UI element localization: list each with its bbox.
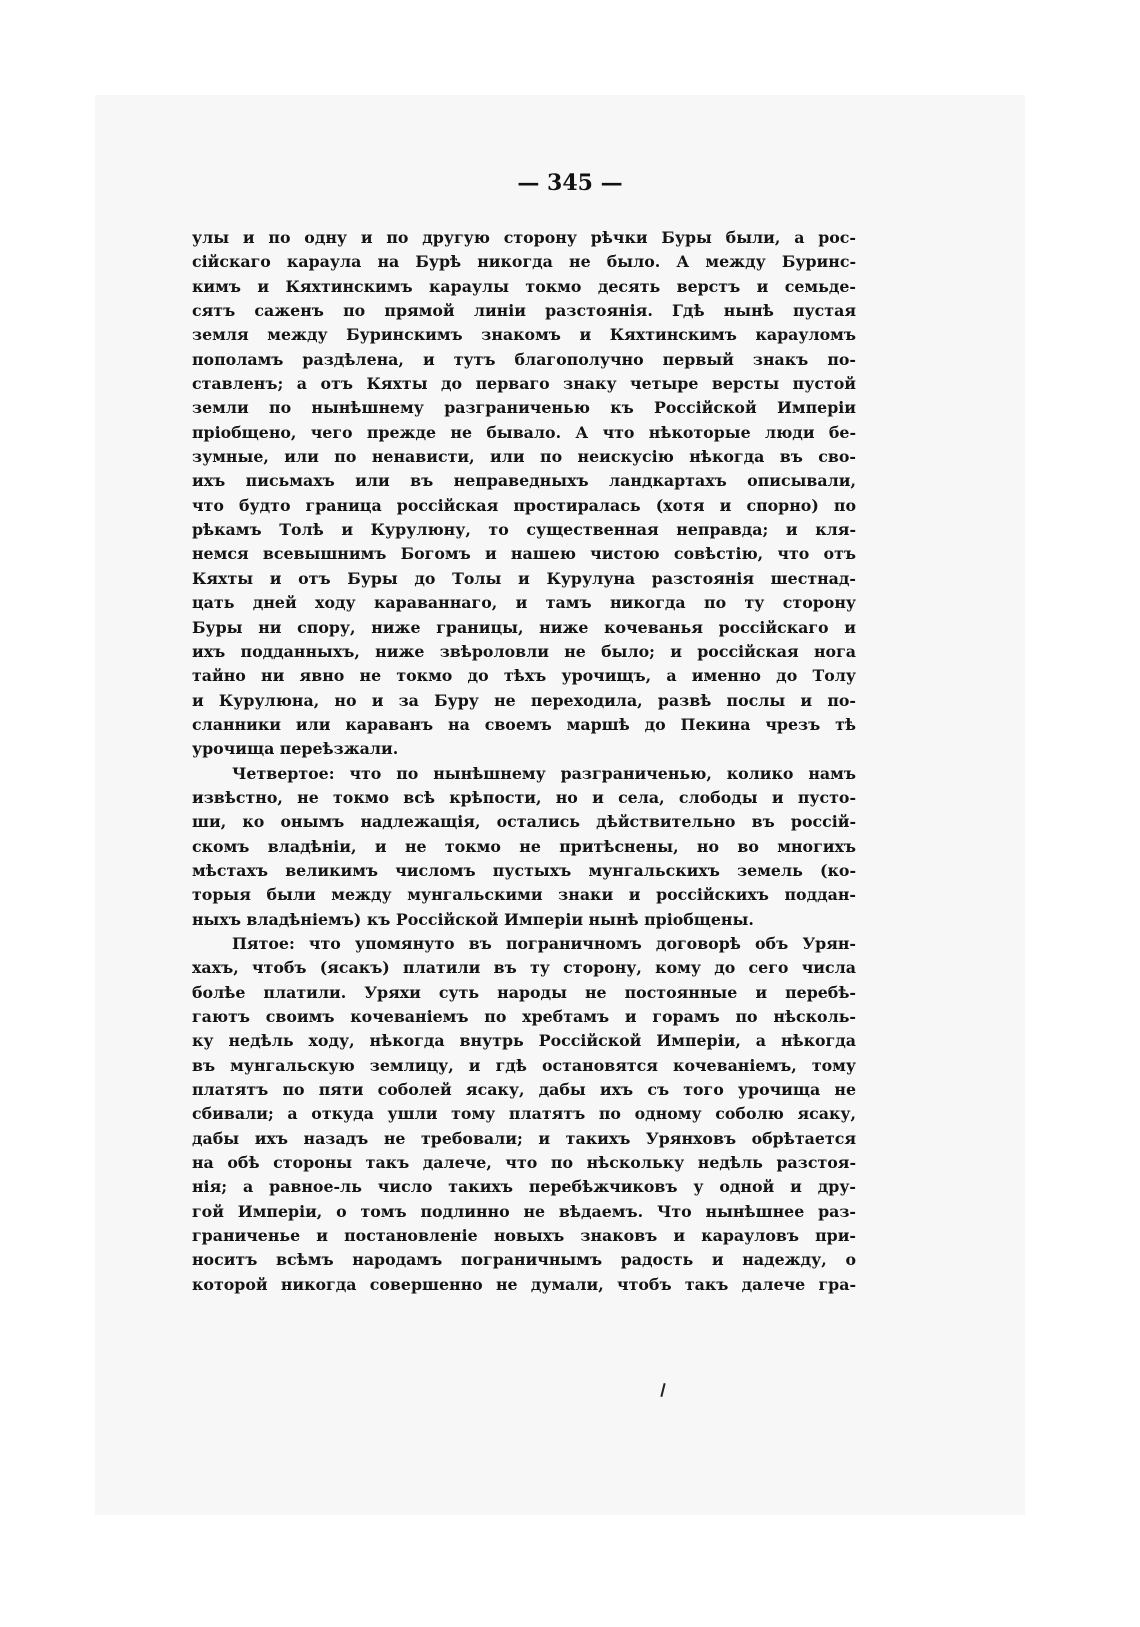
text-line: сійскаго караула на Бурѣ никогда не было. А между Буринс-	[192, 252, 856, 272]
text-line: Пятое: что упомянуто въ пограничномъ договорѣ объ Урян-	[232, 933, 856, 953]
text-line: ставленъ; а отъ Кяхты до перваго знаку четыре версты пустой	[192, 374, 856, 394]
text-line: на обѣ стороны такъ далече, что по нѣскольку недѣль разстоя-	[192, 1153, 856, 1173]
text-line: пріобщено, чего прежде не бывало. А что нѣкоторые люди бе-	[192, 422, 856, 442]
text-line: нія; а равное-ль число такихъ перебѣжчиковъ у одной и дру-	[192, 1177, 856, 1197]
text-line: извѣстно, не токмо всѣ крѣпости, но и села, слободы и пусто-	[192, 787, 856, 807]
text-line: въ мунгальскую землицу, и гдѣ остановятся кочеваніемъ, тому	[192, 1055, 856, 1075]
text-line: немся всевышнимъ Богомъ и нашею чистою совѣстію, что отъ	[192, 544, 856, 564]
text-line: ихъ подданныхъ, ниже звѣроловли не было; и россійская нога	[192, 641, 856, 661]
text-line: Буры ни спору, ниже границы, ниже кочеванья россійскаго и	[192, 617, 856, 637]
text-line: Кяхты и отъ Буры до Толы и Курулуна разстоянія шестнад-	[192, 568, 856, 588]
text-line: гой Имперіи, о томъ подлинно не вѣдаемъ. Что нынѣшнее раз-	[192, 1201, 856, 1221]
text-line: цать дней ходу караваннаго, и тамъ никогда по ту сторону	[192, 593, 856, 613]
text-line: улы и по одну и по другую сторону рѣчки Буры были, а рос-	[192, 228, 856, 247]
text-line: гаютъ своимъ кочеваніемъ по хребтамъ и горамъ по нѣсколь-	[192, 1007, 856, 1026]
text-line: что будто граница россійская простиралась (хотя и спорно) по	[192, 495, 856, 515]
text-line: которой никогда совершенно не думали, чтобъ такъ далече гра-	[192, 1274, 856, 1294]
text-line: торыя были между мунгальскими знаки и россійскихъ поддан-	[192, 885, 856, 905]
text-line: Четвертое: что по нынѣшнему разграниченью, колико намъ	[232, 763, 856, 783]
text-line: земля между Буринскимъ знакомъ и Кяхтинскимъ карауломъ	[192, 325, 856, 345]
text-line: дабы ихъ назадъ не требовали; и такихъ Урянховъ обрѣтается	[192, 1128, 856, 1148]
body-text	[192, 226, 856, 1297]
text-line: пополамъ раздѣлена, и тутъ благополучно первый знакъ по-	[192, 349, 856, 369]
text-line: болѣе платили. Уряхи суть народы не постоянные и перебѣ-	[192, 982, 856, 1002]
text-line: платятъ по пяти соболей ясаку, дабы ихъ съ того урочища не	[192, 1080, 856, 1100]
text-line: скомъ владѣніи, и не токмо не притѣснены, но во многихъ	[192, 836, 856, 856]
text-line: кимъ и Кяхтинскимъ караулы токмо десять верстъ и семьде-	[192, 276, 856, 296]
text-line: сланники или караванъ на своемъ маршѣ до Пекина чрезъ тѣ	[192, 714, 856, 734]
text-line: граниченье и постановленіе новыхъ знаковъ и карауловъ при-	[192, 1226, 856, 1246]
text-line: ихъ письмахъ или въ неправедныхъ ландкартахъ описывали,	[192, 471, 856, 491]
text-line: хахъ, чтобъ (ясакъ) платили въ ту сторону, кому до сего числа	[192, 958, 856, 978]
text-line: тайно ни явно не токмо до тѣхъ урочищъ, а именно до Толу	[192, 666, 856, 686]
text-line: ку недѣль ходу, нѣкогда внутрь Россійской Имперіи, а нѣкогда	[192, 1031, 856, 1051]
page-number: — 345 —	[517, 170, 623, 196]
text-line: урочища переѣзжали.	[192, 739, 399, 759]
text-line: сбивали; а откуда ушли тому платятъ по одному соболю ясаку,	[192, 1104, 856, 1124]
text-line: мѣстахъ великимъ числомъ пустыхъ мунгальскихъ земель (ко-	[192, 860, 856, 880]
text-line: земли по нынѣшнему разграниченью къ Россійской Имперіи	[192, 398, 856, 418]
text-line: ши, ко онымъ надлежащія, остались дѣйствительно въ россій-	[192, 812, 856, 832]
text-line: носитъ всѣмъ народамъ пограничнымъ радость и надежду, о	[192, 1250, 856, 1270]
text-line: и Курулюна, но и за Буру не переходила, развѣ послы и по-	[192, 690, 856, 710]
text-line: зумные, или по ненависти, или по неискусію нѣкогда въ сво-	[192, 447, 856, 467]
text-line: рѣкамъ Толѣ и Курулюну, то существенная неправда; и кля-	[192, 520, 856, 540]
text-line: ныхъ владѣніемъ) къ Россійской Имперіи нынѣ пріобщены.	[192, 909, 754, 929]
text-line: сятъ саженъ по прямой линіи разстоянія. Гдѣ нынѣ пустая	[192, 301, 856, 321]
